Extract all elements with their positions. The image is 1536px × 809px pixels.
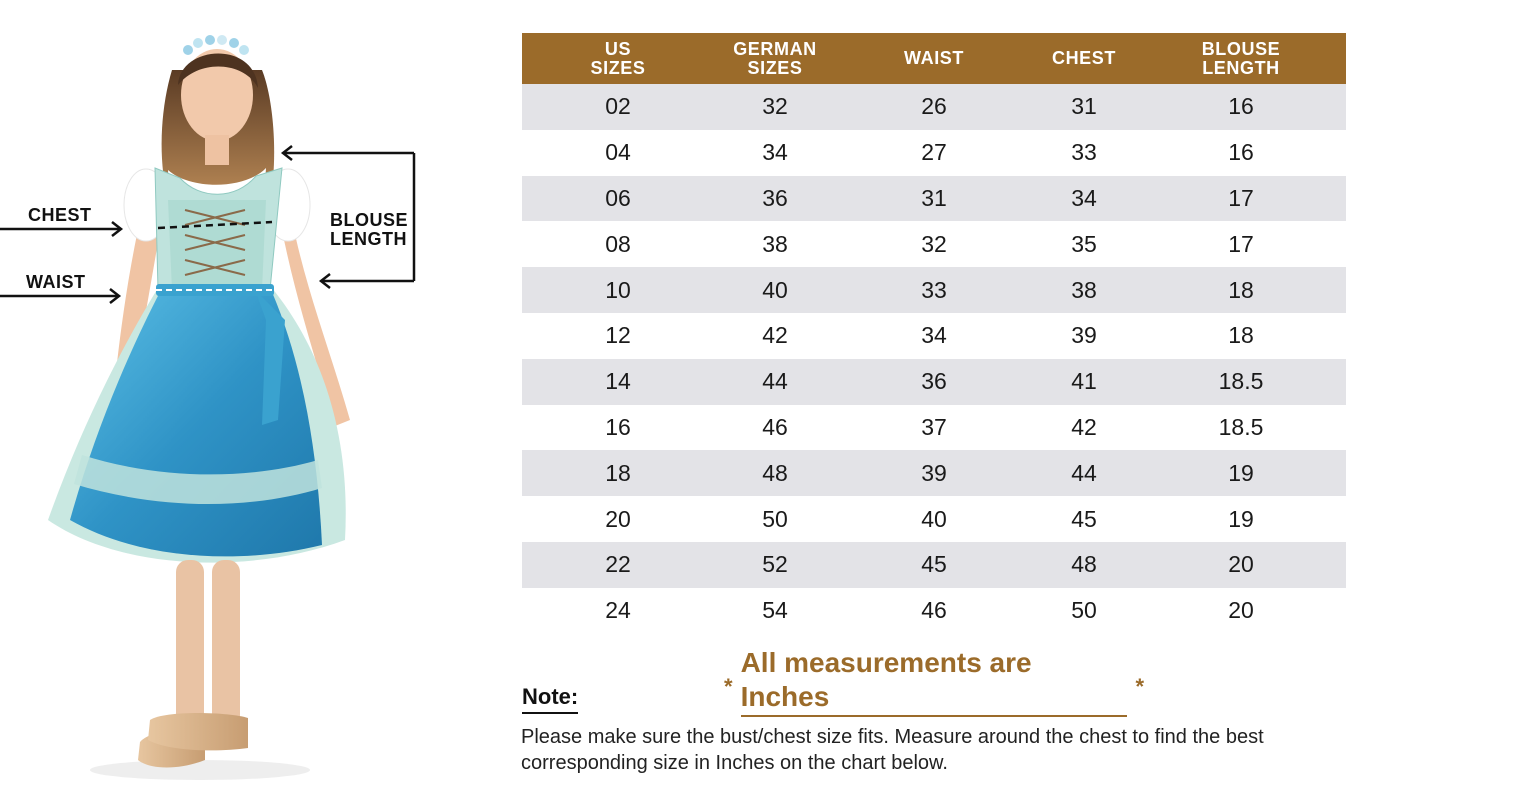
- cell-chest: 31: [1032, 84, 1136, 130]
- cell-chest: 42: [1032, 405, 1136, 451]
- cell-chest: 33: [1032, 130, 1136, 176]
- cell-waist: 26: [836, 84, 1032, 130]
- table-header-row: [522, 33, 1346, 84]
- table-row: [522, 359, 1346, 405]
- cell-german-size: 34: [714, 130, 836, 176]
- cell-waist: 34: [836, 313, 1032, 359]
- cell-german-size: 48: [714, 450, 836, 496]
- cell-waist: 45: [836, 542, 1032, 588]
- header-chest: CHEST: [1032, 33, 1136, 84]
- cell-chest: 45: [1032, 496, 1136, 542]
- measurement-unit-note: [724, 646, 1144, 717]
- cell-us-size: 14: [522, 359, 714, 405]
- cell-us-size: 06: [522, 176, 714, 222]
- header-blouse-length: BLOUSE LENGTH: [1136, 33, 1346, 84]
- note-heading: Note:: [522, 684, 578, 714]
- cell-blouse-length: 16: [1136, 130, 1346, 176]
- blouse-label-line1: BLOUSE: [330, 210, 409, 230]
- cell-us-size: 20: [522, 496, 714, 542]
- cell-german-size: 36: [714, 176, 836, 222]
- cell-waist: 40: [836, 496, 1032, 542]
- table-row: [522, 542, 1346, 588]
- cell-german-size: 54: [714, 588, 836, 634]
- cell-waist: 39: [836, 450, 1032, 496]
- cell-us-size: 24: [522, 588, 714, 634]
- cell-us-size: 02: [522, 84, 714, 130]
- cell-us-size: 18: [522, 450, 714, 496]
- cell-blouse-length: 19: [1136, 450, 1346, 496]
- waist-label: WAIST: [26, 272, 86, 292]
- table-row: [522, 313, 1346, 359]
- chest-label: CHEST: [28, 205, 92, 225]
- asterisk-right-icon: *: [1135, 673, 1144, 699]
- cell-german-size: 38: [714, 221, 836, 267]
- table-row: [522, 588, 1346, 634]
- cell-blouse-length: 20: [1136, 588, 1346, 634]
- cell-chest: 35: [1032, 221, 1136, 267]
- cell-waist: 32: [836, 221, 1032, 267]
- table-row: [522, 84, 1346, 130]
- table-row: [522, 267, 1346, 313]
- cell-waist: 37: [836, 405, 1032, 451]
- cell-german-size: 42: [714, 313, 836, 359]
- cell-german-size: 46: [714, 405, 836, 451]
- cell-chest: 50: [1032, 588, 1136, 634]
- cell-blouse-length: 18: [1136, 267, 1346, 313]
- cell-blouse-length: 20: [1136, 542, 1346, 588]
- table-row: [522, 405, 1346, 451]
- model-illustration: [0, 0, 470, 809]
- cell-german-size: 44: [714, 359, 836, 405]
- cell-us-size: 04: [522, 130, 714, 176]
- header-german-sizes: GERMAN SIZES: [714, 33, 836, 84]
- cell-us-size: 12: [522, 313, 714, 359]
- cell-blouse-length: 17: [1136, 176, 1346, 222]
- cell-blouse-length: 18.5: [1136, 405, 1346, 451]
- cell-us-size: 22: [522, 542, 714, 588]
- table-row: [522, 221, 1346, 267]
- table-row: [522, 130, 1346, 176]
- table-row: [522, 450, 1346, 496]
- measurement-unit-text: All measurements are Inches: [741, 646, 1128, 717]
- header-waist: WAIST: [836, 33, 1032, 84]
- asterisk-left-icon: *: [724, 673, 733, 699]
- model-figure-area: [0, 0, 470, 809]
- cell-blouse-length: 16: [1136, 84, 1346, 130]
- cell-waist: 36: [836, 359, 1032, 405]
- cell-waist: 31: [836, 176, 1032, 222]
- cell-chest: 39: [1032, 313, 1136, 359]
- cell-us-size: 16: [522, 405, 714, 451]
- note-text: Please make sure the bust/chest size fits. Measure around the chest to find the best corresponding size in Inches on the chart below.: [521, 726, 1264, 774]
- cell-waist: 33: [836, 267, 1032, 313]
- cell-blouse-length: 17: [1136, 221, 1346, 267]
- cell-chest: 44: [1032, 450, 1136, 496]
- cell-blouse-length: 19: [1136, 496, 1346, 542]
- cell-german-size: 50: [714, 496, 836, 542]
- cell-chest: 38: [1032, 267, 1136, 313]
- cell-blouse-length: 18: [1136, 313, 1346, 359]
- cell-blouse-length: 18.5: [1136, 359, 1346, 405]
- cell-us-size: 10: [522, 267, 714, 313]
- cell-german-size: 52: [714, 542, 836, 588]
- blouse-length-label: [330, 211, 408, 249]
- cell-chest: 41: [1032, 359, 1136, 405]
- size-chart-table: [522, 33, 1346, 634]
- cell-us-size: 08: [522, 221, 714, 267]
- cell-german-size: 32: [714, 84, 836, 130]
- cell-chest: 48: [1032, 542, 1136, 588]
- table-row: [522, 496, 1346, 542]
- blouse-label-line2: LENGTH: [330, 229, 407, 249]
- cell-chest: 34: [1032, 176, 1136, 222]
- table-row: [522, 176, 1346, 222]
- cell-german-size: 40: [714, 267, 836, 313]
- header-us-sizes: US SIZES: [522, 33, 714, 84]
- cell-waist: 46: [836, 588, 1032, 634]
- cell-waist: 27: [836, 130, 1032, 176]
